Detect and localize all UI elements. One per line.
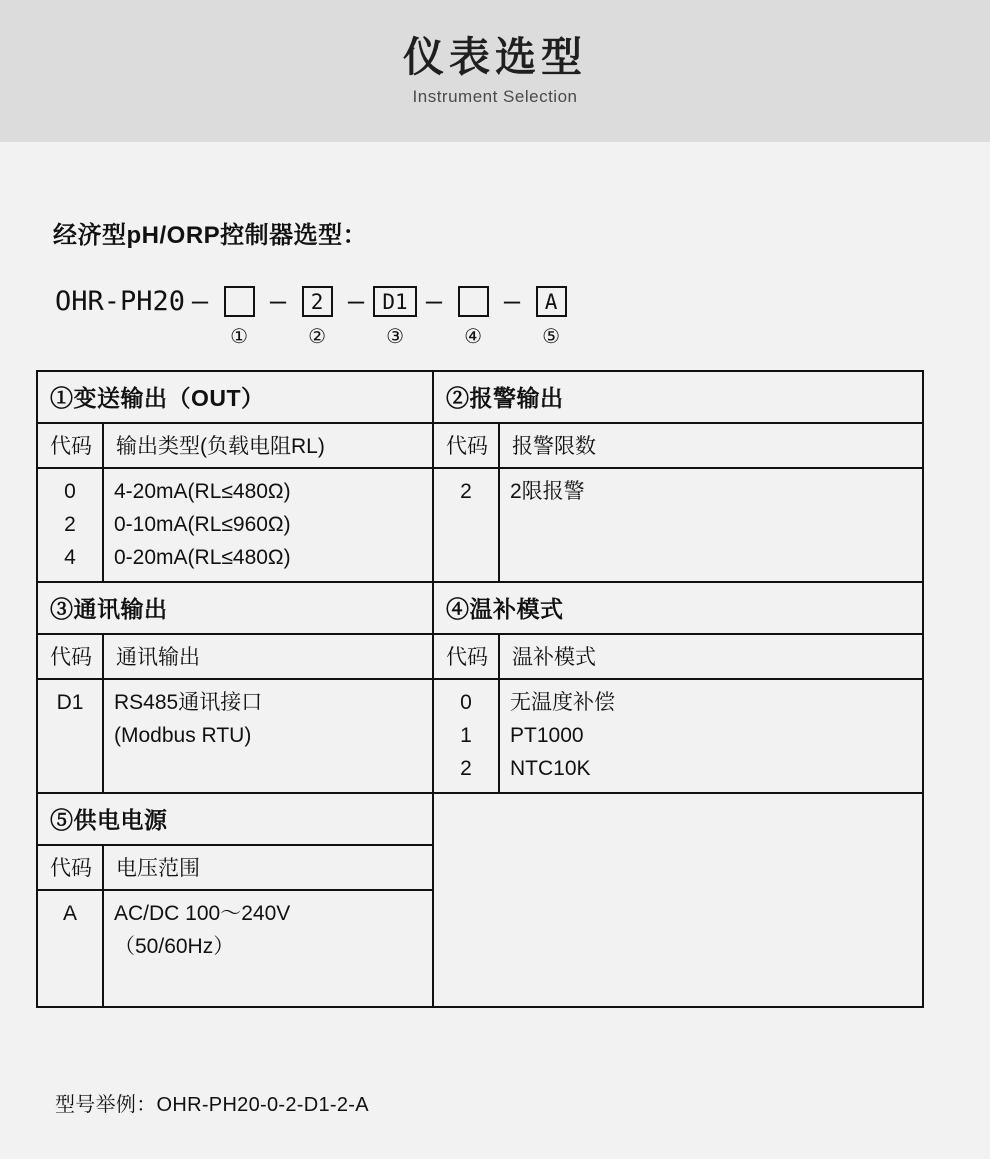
table-row [37,371,923,423]
table-row [37,423,923,468]
power-values-spacer [114,963,422,999]
alarm-block-title-cell [433,371,923,423]
comm-col-type-cell [103,634,433,679]
out-col-code-cell [37,423,103,468]
alarm-col-type: 报警限数 [512,435,596,458]
model-prefix: OHR-PH20 [55,286,186,317]
alarm-col-type-cell [499,423,923,468]
empty-block [434,794,922,825]
out-code-0: 0 [64,480,76,503]
model-segment-2 [289,282,345,349]
model-segment-5-index: ⑤ [542,326,561,348]
comm-col-code-cell [37,634,103,679]
temp-codes [434,680,498,792]
model-segment-1-box [224,286,255,317]
out-values-cell [103,468,433,582]
temp-code-2: 2 [460,757,472,780]
model-segment-4 [445,282,501,349]
comm-col-code: 代码 [50,646,92,669]
temp-value-2: NTC10K [510,757,591,780]
temp-block-title-cell [433,582,923,634]
temp-values [500,680,922,792]
table-row [37,793,923,845]
out-col-type-cell [103,423,433,468]
power-values-cell [103,890,433,1007]
model-code-line [55,282,579,349]
power-value-0-line1: AC/DC 100～240V [114,902,291,925]
power-code-0: A [62,902,77,925]
comm-code-0: D1 [56,691,84,714]
power-block-title-cell [37,793,433,845]
out-values [104,469,432,581]
alarm-values-cell [499,468,923,582]
comm-value-0-line1: RS485通讯接口 [114,691,263,714]
temp-code-1: 1 [460,724,472,747]
temp-col-type-cell [499,634,923,679]
model-dash-1: — [191,286,209,317]
out-value-1: 0-10mA(RL≤960Ω) [114,513,291,536]
out-codes [38,469,102,581]
comm-block-title: ③通讯输出 [50,596,168,622]
alarm-block-title: ②报警输出 [446,385,564,411]
power-block-title: ⑤供电电源 [50,807,168,833]
model-dash-2: — [269,286,287,317]
model-dash-5: — [503,286,521,317]
section-title: 经济型pH/ORP控制器选型： [53,222,368,249]
alarm-value-0: 2限报警 [510,480,585,503]
table-row [37,634,923,679]
power-col-type-cell [103,845,433,890]
page-subtitle: Instrument Selection [412,86,578,106]
comm-values [104,680,432,759]
out-col-code: 代码 [50,435,92,458]
model-segment-4-box [458,286,489,317]
temp-col-code: 代码 [446,646,488,669]
model-dash-4: — [425,286,443,317]
temp-value-1: PT1000 [510,724,584,747]
comm-codes-cell [37,679,103,793]
temp-values-cell [499,679,923,793]
power-codes [38,891,102,937]
alarm-codes-cell [433,468,499,582]
out-codes-cell [37,468,103,582]
temp-codes-cell [433,679,499,793]
temp-code-0: 0 [460,691,472,714]
temp-block-title: ④温补模式 [446,596,564,622]
model-segment-2-box: 2 [302,286,333,317]
model-example: 型号举例：OHR-PH20-0-2-D1-2-A [55,1094,369,1116]
table-row [37,468,923,582]
model-segment-3 [367,282,423,349]
comm-block-title-cell [37,582,433,634]
out-value-0: 4-20mA(RL≤480Ω) [114,480,291,503]
table-row [37,679,923,793]
comm-values-cell [103,679,433,793]
alarm-col-code-cell [433,423,499,468]
empty-block-cell [433,793,923,1007]
page-content [0,142,990,1159]
model-segment-3-box: D1 [373,286,417,317]
out-code-1: 2 [64,513,76,536]
temp-value-0: 无温度补偿 [510,691,615,714]
model-segment-4-index: ④ [464,326,483,348]
comm-col-type: 通讯输出 [116,646,200,669]
power-value-0-line2: （50/60Hz） [114,935,235,958]
out-col-type: 输出类型(负载电阻RL) [116,435,325,458]
out-code-2: 4 [64,546,76,569]
model-segment-1-index: ① [230,326,249,348]
temp-col-type: 温补模式 [512,646,596,669]
out-block-title: ①变送输出（OUT） [50,385,265,411]
alarm-values [500,469,922,515]
model-segment-5-box: A [536,286,567,317]
model-segment-1 [211,282,267,349]
comm-value-0-line2: (Modbus RTU) [114,724,252,747]
power-col-type: 电压范围 [116,857,200,880]
comm-codes [38,680,102,726]
out-value-2: 0-20mA(RL≤480Ω) [114,546,291,569]
power-codes-cell [37,890,103,1007]
alarm-codes [434,469,498,515]
power-col-code: 代码 [50,857,92,880]
table-row [37,582,923,634]
alarm-col-code: 代码 [446,435,488,458]
page-header [0,0,990,142]
power-col-code-cell [37,845,103,890]
model-segment-2-index: ② [308,326,327,348]
out-block-title-cell [37,371,433,423]
temp-col-code-cell [433,634,499,679]
model-segment-5 [523,282,579,349]
selection-table-wrap [36,370,922,1008]
power-values [104,891,432,1006]
page-title: 仪表选型 [403,34,587,81]
alarm-code-0: 2 [460,480,472,503]
model-segment-3-index: ③ [386,326,405,348]
selection-table [36,370,924,1008]
model-dash-3: — [347,286,365,317]
